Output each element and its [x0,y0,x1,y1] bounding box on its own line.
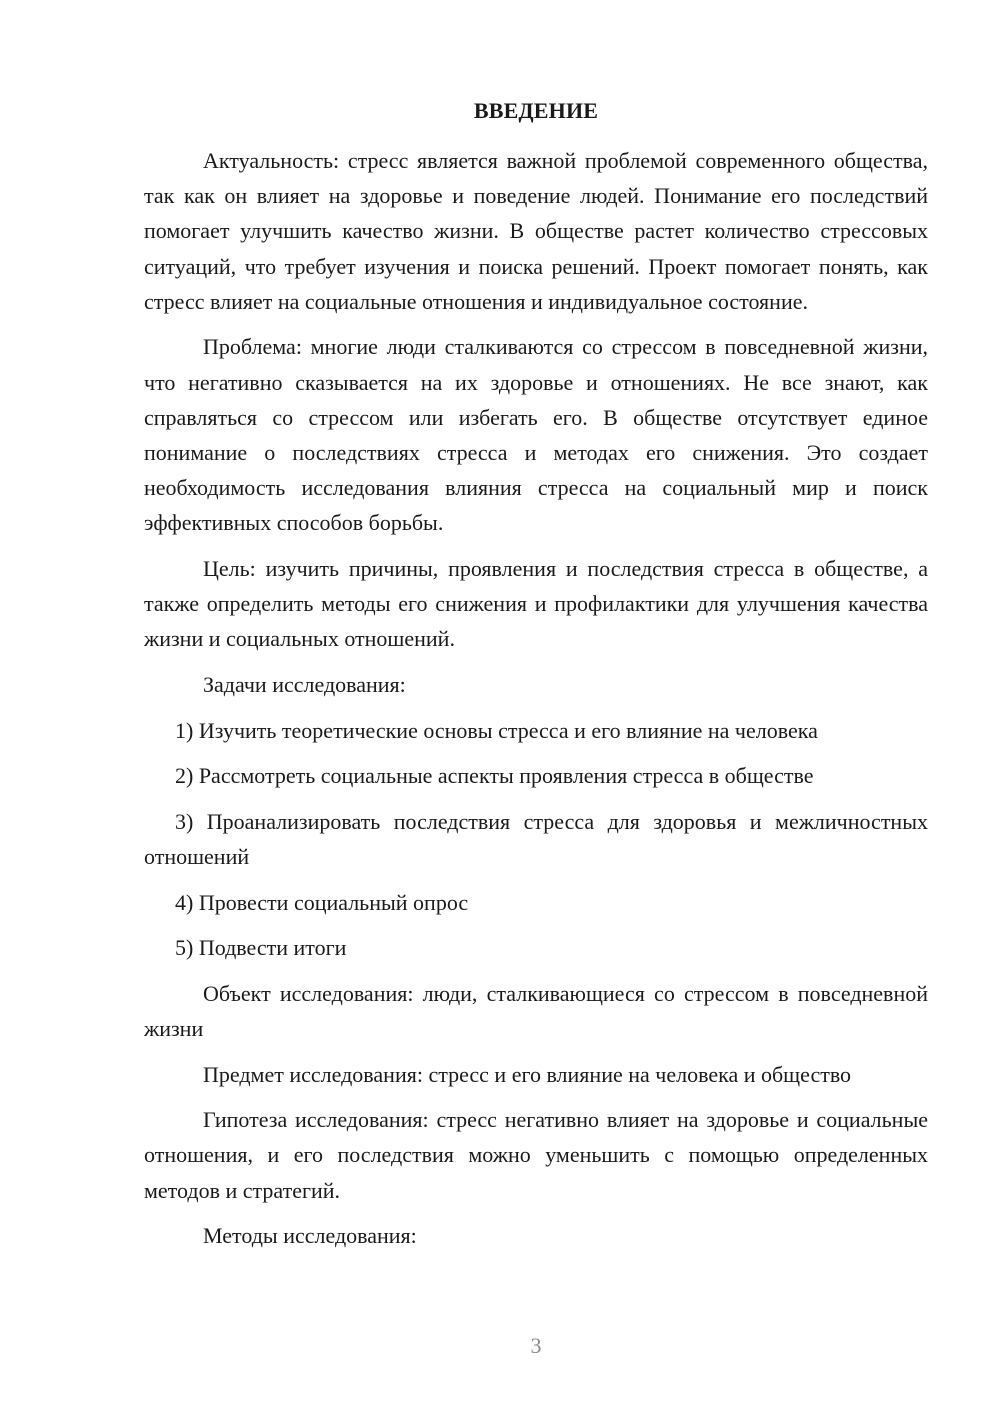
task-item-5: 5) Подвести итоги [175,935,347,961]
task-item-1: 1) Изучить теоретические основы стресса и его влияние на человека [175,717,818,743]
relevance-paragraph: Актуальность: стресс является важной проблемой современного общества, так как он влияет на здоровье и поведение людей. Понимание его последствий помогает улучшить качество жизни. В обществе растет количество стрессовых ситуаций, что требует изучения и поиска решений. Проект помогает понять, как стресс влияет на социальные отношения и индивидуальное состояние. [144,148,928,314]
subject-paragraph: Предмет исследования: стресс и его влияние на человека и общество [203,1061,852,1087]
document-page [144,94,928,1264]
tasks-title: Задачи исследования: [203,672,406,698]
methods-title: Методы исследования: [203,1223,417,1249]
hypothesis-paragraph: Гипотеза исследования: стресс негативно влияет на здоровье и социальные отношения, и его последствия можно уменьшить с помощью определенных методов и стратегий. [144,1107,928,1203]
task-item-3: 3) Проанализировать последствия стресса для здоровья и межличностных отношений [144,808,928,869]
problem-paragraph: Проблема: многие люди сталкиваются со стрессом в повседневной жизни, что негативно сказывается на их здоровье и отношениях. Не все знают, как справляться со стрессом или избегать его. В обществе отсутствует единое понимание о последствиях стресса и методах его снижения. Это создает необходимость исследования влияния стресса на социальный мир и поиск эффективных способов борьбы. [144,334,928,536]
object-paragraph: Объект исследования: люди, сталкивающиеся со стрессом в повседневной жизни [144,980,928,1041]
task-item-2: 2) Рассмотреть социальные аспекты проявления стресса в обществе [175,763,814,789]
task-item-4: 4) Провести социальный опрос [175,889,469,915]
page-number: 3 [530,1333,542,1358]
goal-paragraph: Цель: изучить причины, проявления и последствия стресса в обществе, а также определить методы его снижения и профилактики для улучшения качества жизни и социальных отношений. [144,556,928,652]
section-heading: ВВЕДЕНИЕ [473,98,599,123]
